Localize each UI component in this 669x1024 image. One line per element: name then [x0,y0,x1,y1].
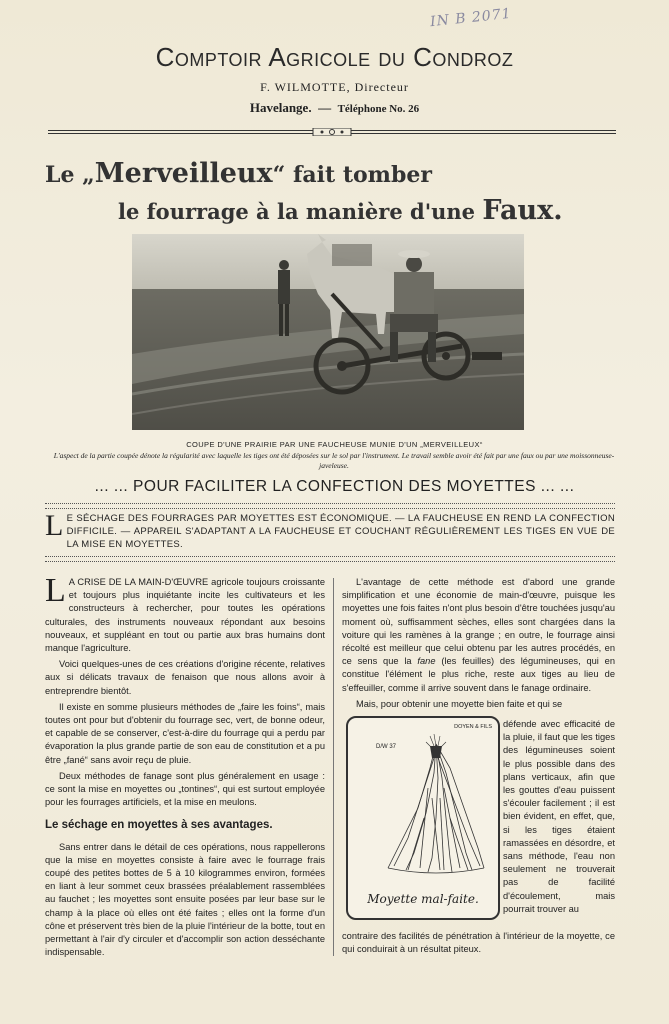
section-subheading: Le séchage en moyettes à ses avantages. [45,819,273,832]
intro-drop-cap: L [45,509,64,542]
column-divider [333,578,334,956]
figure-code: D/W 37 [376,744,397,750]
product-name: Merveilleux [94,158,273,189]
haystack-drawing [348,728,498,898]
contact-line [0,100,669,116]
separator-dash: — [318,100,332,115]
paragraph: Sans entrer dans le détail de ces opérations, nous rappellerons que la mise en moyettes consiste à faire avec le fourrage frais coupé des petites bottes de 5 à 10 kilogrammes environ, formées en liant à leur sommet ceux brassées préalablement rassemblées au fauchet ; les moyettes sont ensuite posées par leur base sur le champ à la place où elles ont été faites ; elles ont la forme d'un cône et préservent très bien de la pluie l'intérieur de la botte, tout en permettant à l'air d'y circuler et d'accomplir son action desséchante indispensable. [45,841,325,958]
dotted-rule-bottom [45,556,615,562]
moyette-illustration [346,716,500,920]
intro-summary: L E SÉCHAGE DES FOURRAGES PAR MOYETTES EST ÉCONOMIQUE. — LA FAUCHEUSE EN REND LA CONFECTION DIFFICILE. — APPAREIL S'ADAPTANT A LA FAUCHEUSE ET COUCHANT RÉGULIÈREMENT LES TIGES EN VUE DE LA MISE EN MOYETTES. [45,509,615,550]
dotted-rule-top [45,503,615,509]
paragraph: Deux méthodes de fanage sont plus généralement en usage : ce sont la mise en moyettes ou „tontines“, qui est surtout employée pour les fourrages artificiels, et la mise en meulons. [45,770,325,808]
paragraph: Mais, pour obtenir une moyette bien faite et qui se [356,698,563,709]
mowing-photo [132,234,524,430]
right-bottom-text: contraire des facilités de pénétration à l'intérieur de la moyette, ce qui conduirait à un résultat piteux. [342,931,615,955]
paragraph: Voici quelques-unes de ces créations d'origine récente, relatives aux si délicats travaux de fenaison que nous allons avoir à entreprendre bientôt. [45,659,325,696]
right-side-text: défende avec efficacité de la pluie, il faut que les tiges des légumineuses soient le plus possible dans des plans verticaux, afin que les gouttes d'eau puissent s'écouler facilement ; il est bien évident, en effet, que, si les tiges étaient ramassées en désordre, et sans méthode, l'eau non seulement ne trouverait pas de facilité d'écoulement, mais pourrait trouver au [503,719,615,914]
headline-line-1: Le „Merveilleux“ fait tomber [45,158,432,189]
section-banner: ... ... POUR FACILITER LA CONFECTION DES MOYETTES ... ... [94,478,575,495]
phone: Téléphone No. 26 [337,103,420,115]
paragraph: L A CRISE DE LA MAIN-D'ŒUVRE agricole toujours croissante et toujours plus inquiétante incite les cultivateurs et les constructeurs à rechercher, pour toutes les opérations culturales, des instruments nouveaux répondant aux besoins nouveaux, et suppléant en tout ou partie aux bras humains dont manque l'agriculture. [45,572,325,654]
ornamental-rule [48,128,616,136]
drop-cap: L [45,572,66,609]
paragraph: L'avantage de cette méthode est d'abord une grande simplification et une économie de main-d'œuvre, puisque les moyettes une fois faites n'ont plus besoin d'être touchées jusqu'au moment où, suffisamment sèches, elles sont chargées dans la voiture qui les ramènes à la grange ; en outre, le fourrage ainsi récolté est meilleur que celui obtenu par les autres procédés, en ce sens que la fane (les feuilles) des légumineuses, qui en constitue l'élément le plus riche, reste aux tiges au lieu de s'effeuiller, comme il arrive souvent dans le fanage ordinaire. [342,577,615,693]
company-name: Comptoir Agricole du Condroz [155,42,514,72]
illustrator-signature: DOYEN & FILS [454,724,492,730]
location: Havelange. [249,100,312,115]
right-column [342,576,615,714]
figure-label: Moyette mal-faite. [367,892,479,906]
director-line: F. WILMOTTE, Directeur [260,80,409,94]
paragraph: Il existe en somme plusieurs méthodes de „faire les foins“, mais toutes ont pour but d'obtenir du fourrage sec, vert, de bonne odeur, et capable de se conserver, c'est-à-dire du fourrage qui a perdu par évaporation la plus grande partie de son eau de constitution et a pu être „fané“ sans avoir reçu de pluie. [45,701,325,765]
headline-line-2: le fourrage à la manière d'une Faux. [118,195,563,226]
photo-caption-title: COUPE D'UNE PRAIRIE PAR UNE FAUCHEUSE MUNIE D'UN „MERVEILLEUX“ [186,440,483,449]
archive-stamp: IN B 2071 [429,5,513,31]
left-column [45,572,325,962]
photo-caption-text: L'aspect de la partie coupée dénote la régularité avec laquelle les tiges ont été déposées sur le sol par l'instrument. Le travail semble avoir été fait par une faux ou par une moissonneuse-javeleuse. [53,451,615,470]
